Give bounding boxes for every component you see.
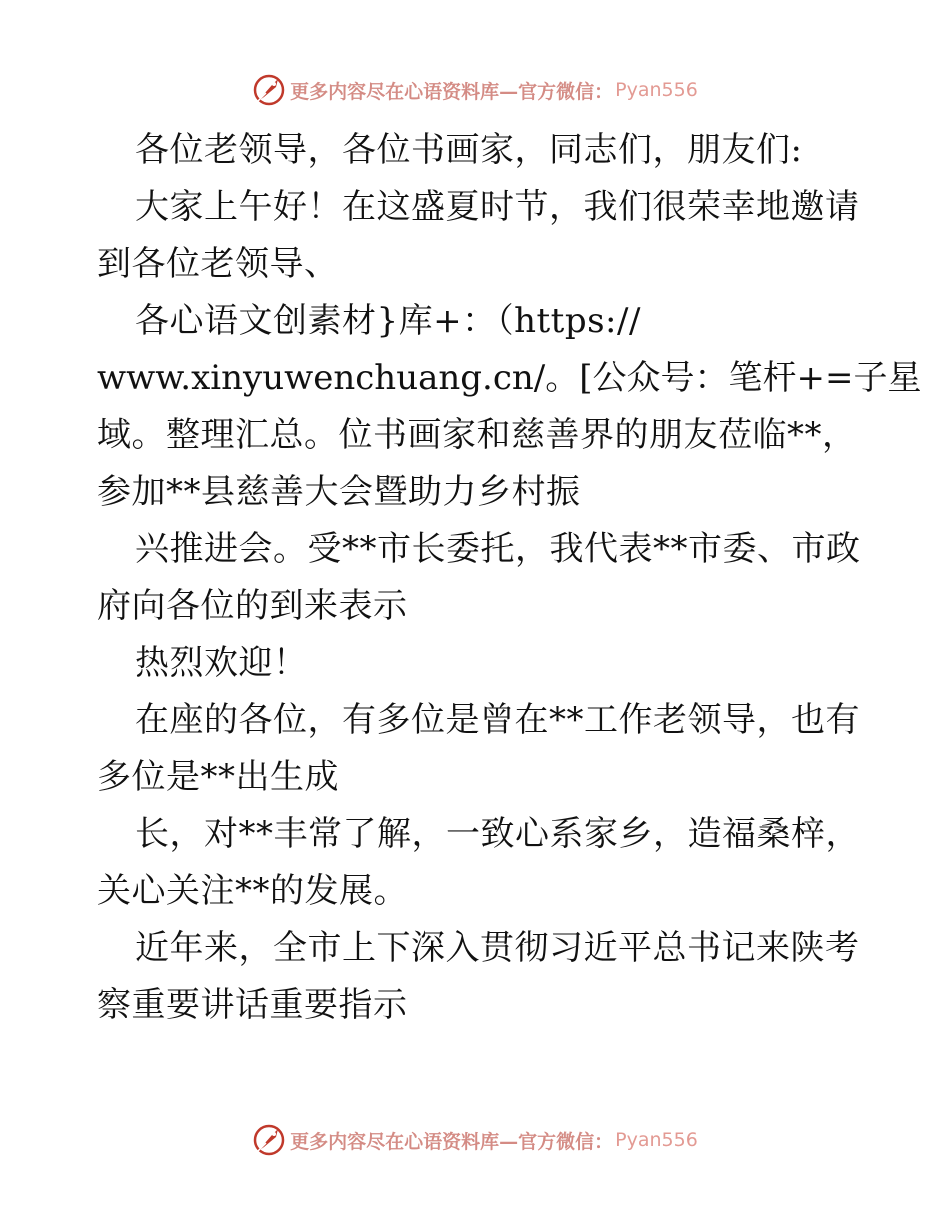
body-line: 热烈欢迎！ [135,643,308,683]
body-line: 域。整理汇总。位书画家和慈善界的朋友莅临**， [97,415,857,455]
body-line: www.xinyuwenchuang.cn/。[公众号：笔杆+=子星 [97,358,922,398]
body-line: 近年来，全市上下深入贯彻习近平总书记来陕考 [135,928,860,968]
body-line: 察重要讲话重要指示 [97,985,408,1025]
wechat-id: Pyan556 [615,79,698,101]
body-line: 府向各位的到来表示 [97,586,408,626]
document-body [97,122,922,1034]
body-line: 长，对**丰常了解，一致心系家乡，造福桑梓， [135,814,860,854]
body-line: 参加**县慈善大会暨助力乡村振 [97,472,581,512]
banner-text: 更多内容尽在心语资料库—官方微信： [290,80,614,103]
body-line: 在座的各位，有多位是曾在**工作老领导，也有 [135,700,860,740]
body-line: 关心关注**的发展。 [97,871,408,911]
wechat-id: Pyan556 [615,1129,698,1151]
body-line: 各心语文创素材}库+：（https:// [135,301,641,341]
body-line: 到各位老领导、 [97,244,339,284]
body-line: 多位是**出生成 [97,757,339,797]
body-line: 大家上午好！在这盛夏时节，我们很荣幸地邀请 [135,187,860,227]
body-line: 兴推进会。受**市长委托，我代表**市委、市政 [135,529,861,569]
quill-pen-logo-icon [252,1123,286,1157]
header-banner [0,70,950,110]
banner-text: 更多内容尽在心语资料库—官方微信： [290,1130,614,1153]
quill-pen-logo-icon [252,73,286,107]
footer-banner [0,1120,950,1160]
body-line: 各位老领导，各位书画家，同志们，朋友们: [135,130,803,170]
